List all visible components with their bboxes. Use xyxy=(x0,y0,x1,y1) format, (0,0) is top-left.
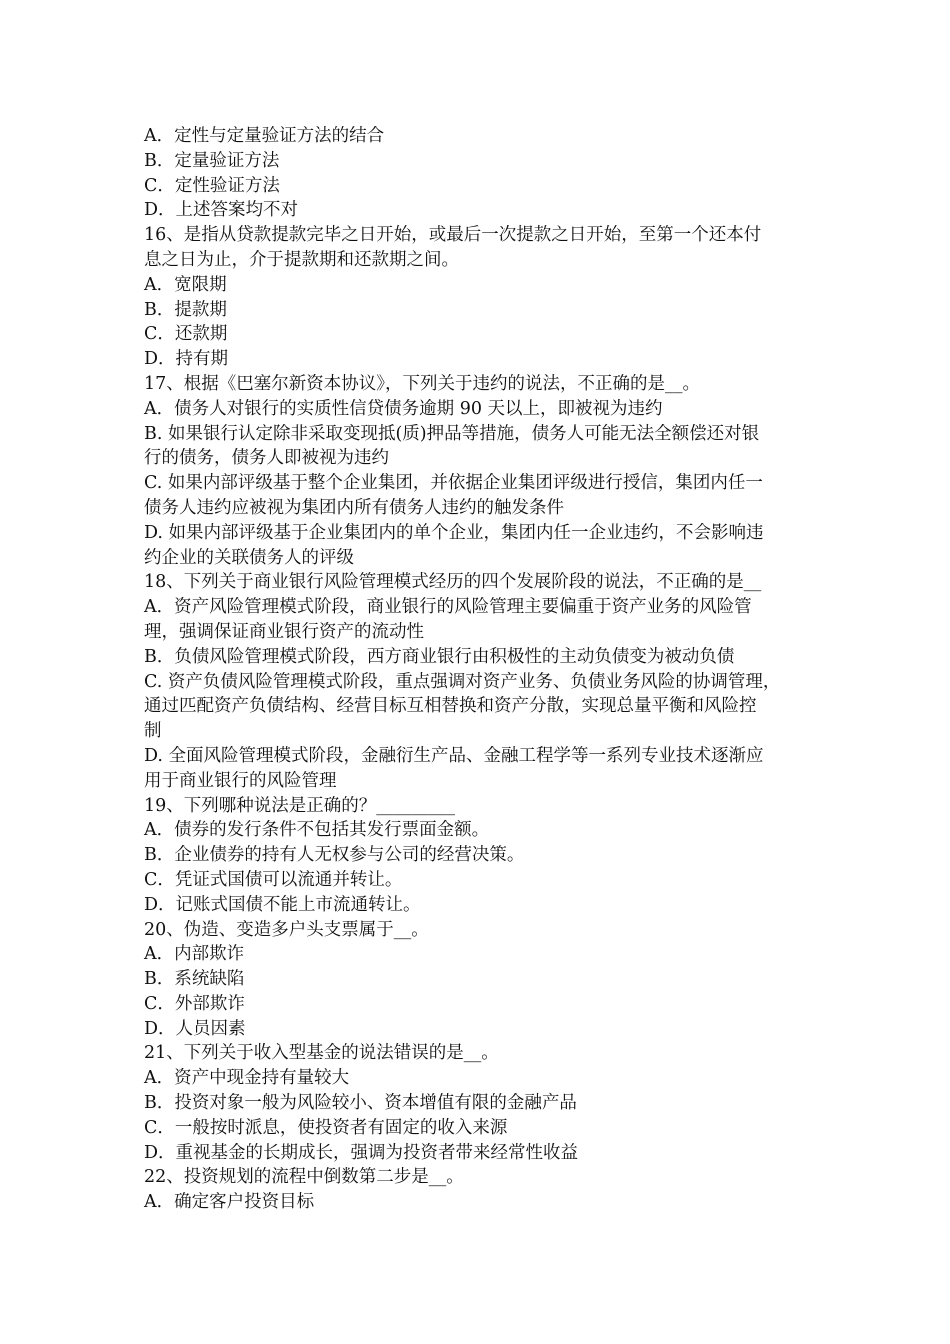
question-stem: 16、是指从贷款提款完毕之日开始，或最后一次提款之日开始，至第一个还本付 xyxy=(144,225,762,246)
text-line: 行的债务，债务人即被视为违约 xyxy=(144,448,389,469)
question-stem: 22、投资规划的流程中倒数第二步是__。 xyxy=(144,1167,464,1188)
answer-option: C. 如果内部评级基于整个企业集团，并依据企业集团评级进行授信，集团内任一 xyxy=(144,473,763,494)
answer-option: B．负债风险管理模式阶段，西方商业银行由积极性的主动负债变为被动负债 xyxy=(144,646,735,667)
answer-option: A．债券的发行条件不包括其发行票面金额。 xyxy=(144,820,490,841)
answer-option: A．资产中现金持有量较大 xyxy=(144,1068,350,1089)
answer-option: C．外部欺诈 xyxy=(144,993,245,1014)
answer-option: D. 如果内部评级基于企业集团内的单个企业，集团内任一企业违约，不会影响违 xyxy=(144,522,764,543)
document-body xyxy=(144,124,814,1215)
answer-option: A．确定客户投资目标 xyxy=(144,1192,315,1213)
text-line: 债务人违约应被视为集团内所有债务人违约的触发条件 xyxy=(144,497,564,518)
question-stem: 20、伪造、变造多户头支票属于__。 xyxy=(144,919,429,940)
answer-option: D．持有期 xyxy=(144,349,229,370)
answer-option: D．人员因素 xyxy=(144,1018,246,1039)
question-stem: 21、下列关于收入型基金的说法错误的是__。 xyxy=(144,1043,499,1064)
question-stem: 18、下列关于商业银行风险管理模式经历的四个发展阶段的说法，不正确的是__ xyxy=(144,572,762,593)
answer-option: B．企业债券的持有人无权参与公司的经营决策。 xyxy=(144,845,525,866)
answer-option: B. 如果银行认定除非采取变现抵(质)押品等措施，债务人可能无法全额偿还对银 xyxy=(144,423,760,444)
answer-option: C．定性验证方法 xyxy=(144,175,280,196)
answer-option: B．提款期 xyxy=(144,299,227,320)
answer-option: A．债务人对银行的实质性信贷债务逾期 90 天以上，即被视为违约 xyxy=(144,398,663,419)
answer-option: D．重视基金的长期成长，强调为投资者带来经常性收益 xyxy=(144,1142,579,1163)
text-line: 理，强调保证商业银行资产的流动性 xyxy=(144,621,424,642)
answer-option: B．定量验证方法 xyxy=(144,150,280,171)
question-stem: 17、根据《巴塞尔新资本协议》，下列关于违约的说法，不正确的是__。 xyxy=(144,373,701,394)
answer-option: B．系统缺陷 xyxy=(144,969,245,990)
answer-option: C. 资产负债风险管理模式阶段，重点强调对资产业务、负债业务风险的协调管理， xyxy=(144,671,781,692)
answer-option: D．记账式国债不能上市流通转让。 xyxy=(144,894,421,915)
text-line: 息之日为止，介于提款期和还款期之间。 xyxy=(144,249,459,270)
answer-option: A．资产风险管理模式阶段，商业银行的风险管理主要偏重于资产业务的风险管 xyxy=(144,597,752,618)
answer-option: D. 全面风险管理模式阶段，金融衍生产品、金融工程学等一系列专业技术逐渐应 xyxy=(144,745,764,766)
answer-option: B．投资对象一般为风险较小、资本增值有限的金融产品 xyxy=(144,1093,577,1114)
text-line: 通过匹配资产负债结构、经营目标互相替换和资产分散，实现总量平衡和风险控 xyxy=(144,696,757,717)
answer-option: D．上述答案均不对 xyxy=(144,200,299,221)
answer-option: C．一般按时派息，使投资者有固定的收入来源 xyxy=(144,1117,508,1138)
answer-option: C．还款期 xyxy=(144,324,228,345)
text-line: 用于商业银行的风险管理 xyxy=(144,770,337,791)
answer-option: C．凭证式国债可以流通并转让。 xyxy=(144,869,403,890)
answer-option: A．宽限期 xyxy=(144,274,227,295)
text-line: 约企业的关联债务人的评级 xyxy=(144,547,354,568)
answer-option: A．内部欺诈 xyxy=(144,944,245,965)
question-stem: 19、下列哪种说法是正确的？_________ xyxy=(144,795,456,816)
answer-option: A．定性与定量验证方法的结合 xyxy=(144,126,385,146)
text-line: 制 xyxy=(144,721,162,742)
